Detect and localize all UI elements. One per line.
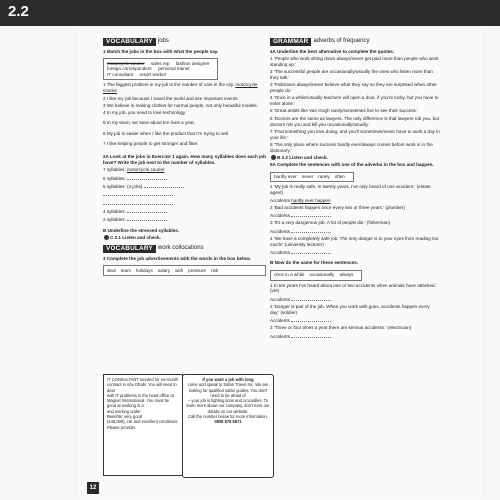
- quote-item: 3 'Politicians always/never believe what they say so they are surprised when other people do.': [270, 82, 437, 94]
- collocations-word-box: deal team holidays salary with pressure risk: [103, 265, 266, 276]
- answer-example: motorcycle courier: [103, 82, 258, 94]
- collocations-tag: VOCABULARY: [103, 245, 156, 253]
- sentence-item: 2 'Bad accidents happen once every two or three years.' (plumber): [270, 204, 406, 210]
- exercise-1-item: 6 My job is easier when I like the product that I'm trying to sell.: [103, 130, 230, 136]
- advert-phone-number: 0808 876 6671: [214, 419, 242, 425]
- job-word: personal trainer: [157, 66, 190, 72]
- quote-item: 4 'Once in a while/Usually teachers will open a door, if you're lucky, but you have to enter alone.': [270, 95, 439, 107]
- exercise-1-item: 5 In my team, we save about ten lives a year.: [103, 120, 195, 126]
- collocations-subtitle: work collocations: [157, 245, 204, 252]
- job-word: sales rep: [150, 60, 170, 66]
- answer-line: Accidents: [270, 249, 440, 256]
- exercise-1-item: 4 In my job, you need to love technology.: [103, 110, 187, 116]
- quote-item: 5 'Great artists like Van Gogh rarely/sometimes live to see their success.': [270, 108, 418, 114]
- sentence-item: 3 'Three or four times a year there are serious accidents.' (electrician): [270, 325, 412, 331]
- exercise-1-item: 3 We believe in making clothes for normal people, not only beautiful models.: [103, 102, 258, 108]
- syllable-row-5: 5 syllables: (3 jobs): [103, 183, 271, 190]
- quote-item: 7 'Find something you love doing, and you'll sometimes/never have to work a day in your life.': [270, 128, 440, 140]
- vocab-header: [103, 38, 271, 46]
- exercise-1-instruction: 1 Match the jobs in the box with what the people say.: [103, 48, 219, 54]
- job-word: fashion designer: [175, 60, 210, 66]
- exercise-1-item: 2 I like my job because I travel the world and see important events.: [103, 95, 239, 101]
- sentence-item: 2 'Danger is part of the job. When you work with guns, accidents happen every day.' (soldier): [270, 303, 430, 315]
- job-word: IT consultant: [107, 72, 134, 78]
- sentence-item: 1 In ten years I've heard about one or two accidents when animals have attacked.' (vet): [270, 282, 437, 294]
- collocations-header: [103, 245, 271, 253]
- answer-line: Accidents: [270, 296, 440, 303]
- vocab-subtitle: jobs: [157, 38, 169, 44]
- audio-play-icon[interactable]: [104, 235, 109, 240]
- syllable-row-7: 7 syllables: motorcycle courier: [103, 167, 165, 173]
- sentence-item: 1 'My job is really safe. In twenty years, I've only heard of one accident.' (estate agent): [270, 184, 431, 196]
- job-advert-safari: If you want a job with long come and speak to Safari Travel Inc. We are looking for qualified safari guides. You don't need to be afraid of – your job is fighting lions and crocodiles. To learn more about our company, don't miss our details on our website. Call the number below for more information. 0808 876 6671: [182, 374, 274, 478]
- syllable-row-4: 4 syllables:: [103, 208, 271, 215]
- jobs-word-box: [103, 58, 218, 80]
- answer-line: Accidents hardly ever happen: [270, 197, 331, 203]
- quote-item: 6 'Doctors are the same as lawyers. The only difference is that lawyers rob you, but doctors rob you and kill you occasionally/usually.': [270, 115, 439, 127]
- exercise-1-item: 7 I like helping people to get stronger and fitter.: [103, 141, 199, 147]
- exercise-4b-instruction: B 2.2 Listen and check.: [270, 155, 440, 161]
- left-column: [103, 38, 271, 278]
- right-column: [270, 38, 440, 341]
- unit-number: 2.2: [8, 3, 29, 20]
- exercise-2b-instruction: B Underline the stressed syllables.: [103, 227, 180, 233]
- answer-line: Accidents: [270, 317, 440, 324]
- job-word: foreign correspondent: [107, 66, 152, 72]
- page-number: 12: [87, 482, 99, 494]
- grammar-subtitle: adverbs of frequency: [313, 38, 370, 44]
- sentence-item: 3 'It's a very dangerous job. A lot of people die.' (fisherman): [270, 220, 391, 226]
- unit-header-bar: [0, 0, 500, 26]
- exercise-2a-instruction: 2A Look at the jobs in Exercise 1 again. How many syllables does each job have? Write the job next to the number of syllables.: [103, 154, 266, 166]
- grammar-tag: GRAMMAR: [270, 38, 311, 46]
- audio-play-icon[interactable]: [271, 155, 276, 160]
- job-advert-it-consultant: IT CONSULTANT needed for six-month contract in Abu Dhabi. You will need to deal with IT problems in the head office at Magnet International. You must be good at working in a and working under Benefits: very good (£46,000), car and excellent conditions. Please provider.: [103, 374, 183, 476]
- job-word: resort worker: [139, 72, 167, 78]
- exercise-3-instruction: 3 Complete the job advertisements with the words in the box below.: [103, 255, 251, 261]
- answer-line: Accidents: [270, 228, 440, 235]
- grammar-header: [270, 38, 440, 46]
- vocab-tag: VOCABULARY: [103, 38, 156, 46]
- exercise-5a-instruction: 5A Complete the sentences with one of the adverbs in the box and happen.: [270, 162, 434, 168]
- adverbs-word-box-b: once in a while occasionally always: [270, 270, 362, 281]
- quote-item: 1 'People who work sitting down always/never get paid more than people who work standing up.': [270, 56, 439, 67]
- syllable-row-6: 6 syllables:: [103, 175, 271, 182]
- job-word: motorcycle courier: [107, 60, 145, 66]
- quote-item: 2 'The successful people are occasionally/usually the ones who listen more than they talk.': [270, 69, 433, 80]
- exercise-2c-instruction: C 2.1 Listen and check.: [103, 235, 271, 241]
- answer-line: Accidents: [270, 333, 440, 340]
- exercise-4a-instruction: 4A Underline the best alternative to complete the quotes.: [270, 48, 395, 54]
- adverbs-word-box: hardly ever never rarely often: [270, 172, 354, 183]
- exercise-5b-instruction: B Now do the same for these sentences.: [270, 260, 359, 266]
- exercise-1-item: 1 The biggest problem in my job is the number of cars in the city. motorcycle courier: [103, 82, 258, 94]
- syllable-row-2: 2 syllables:: [103, 216, 271, 223]
- sentence-item: 4 'We have a completely safe job. The only danger is to your eyes from reading too much!' (university lecturer): [270, 236, 439, 247]
- quote-item: 8 'The only place where success hardly ever/always comes before work is in the dictionary.': [270, 141, 433, 153]
- answer-line: Accidents: [270, 212, 440, 219]
